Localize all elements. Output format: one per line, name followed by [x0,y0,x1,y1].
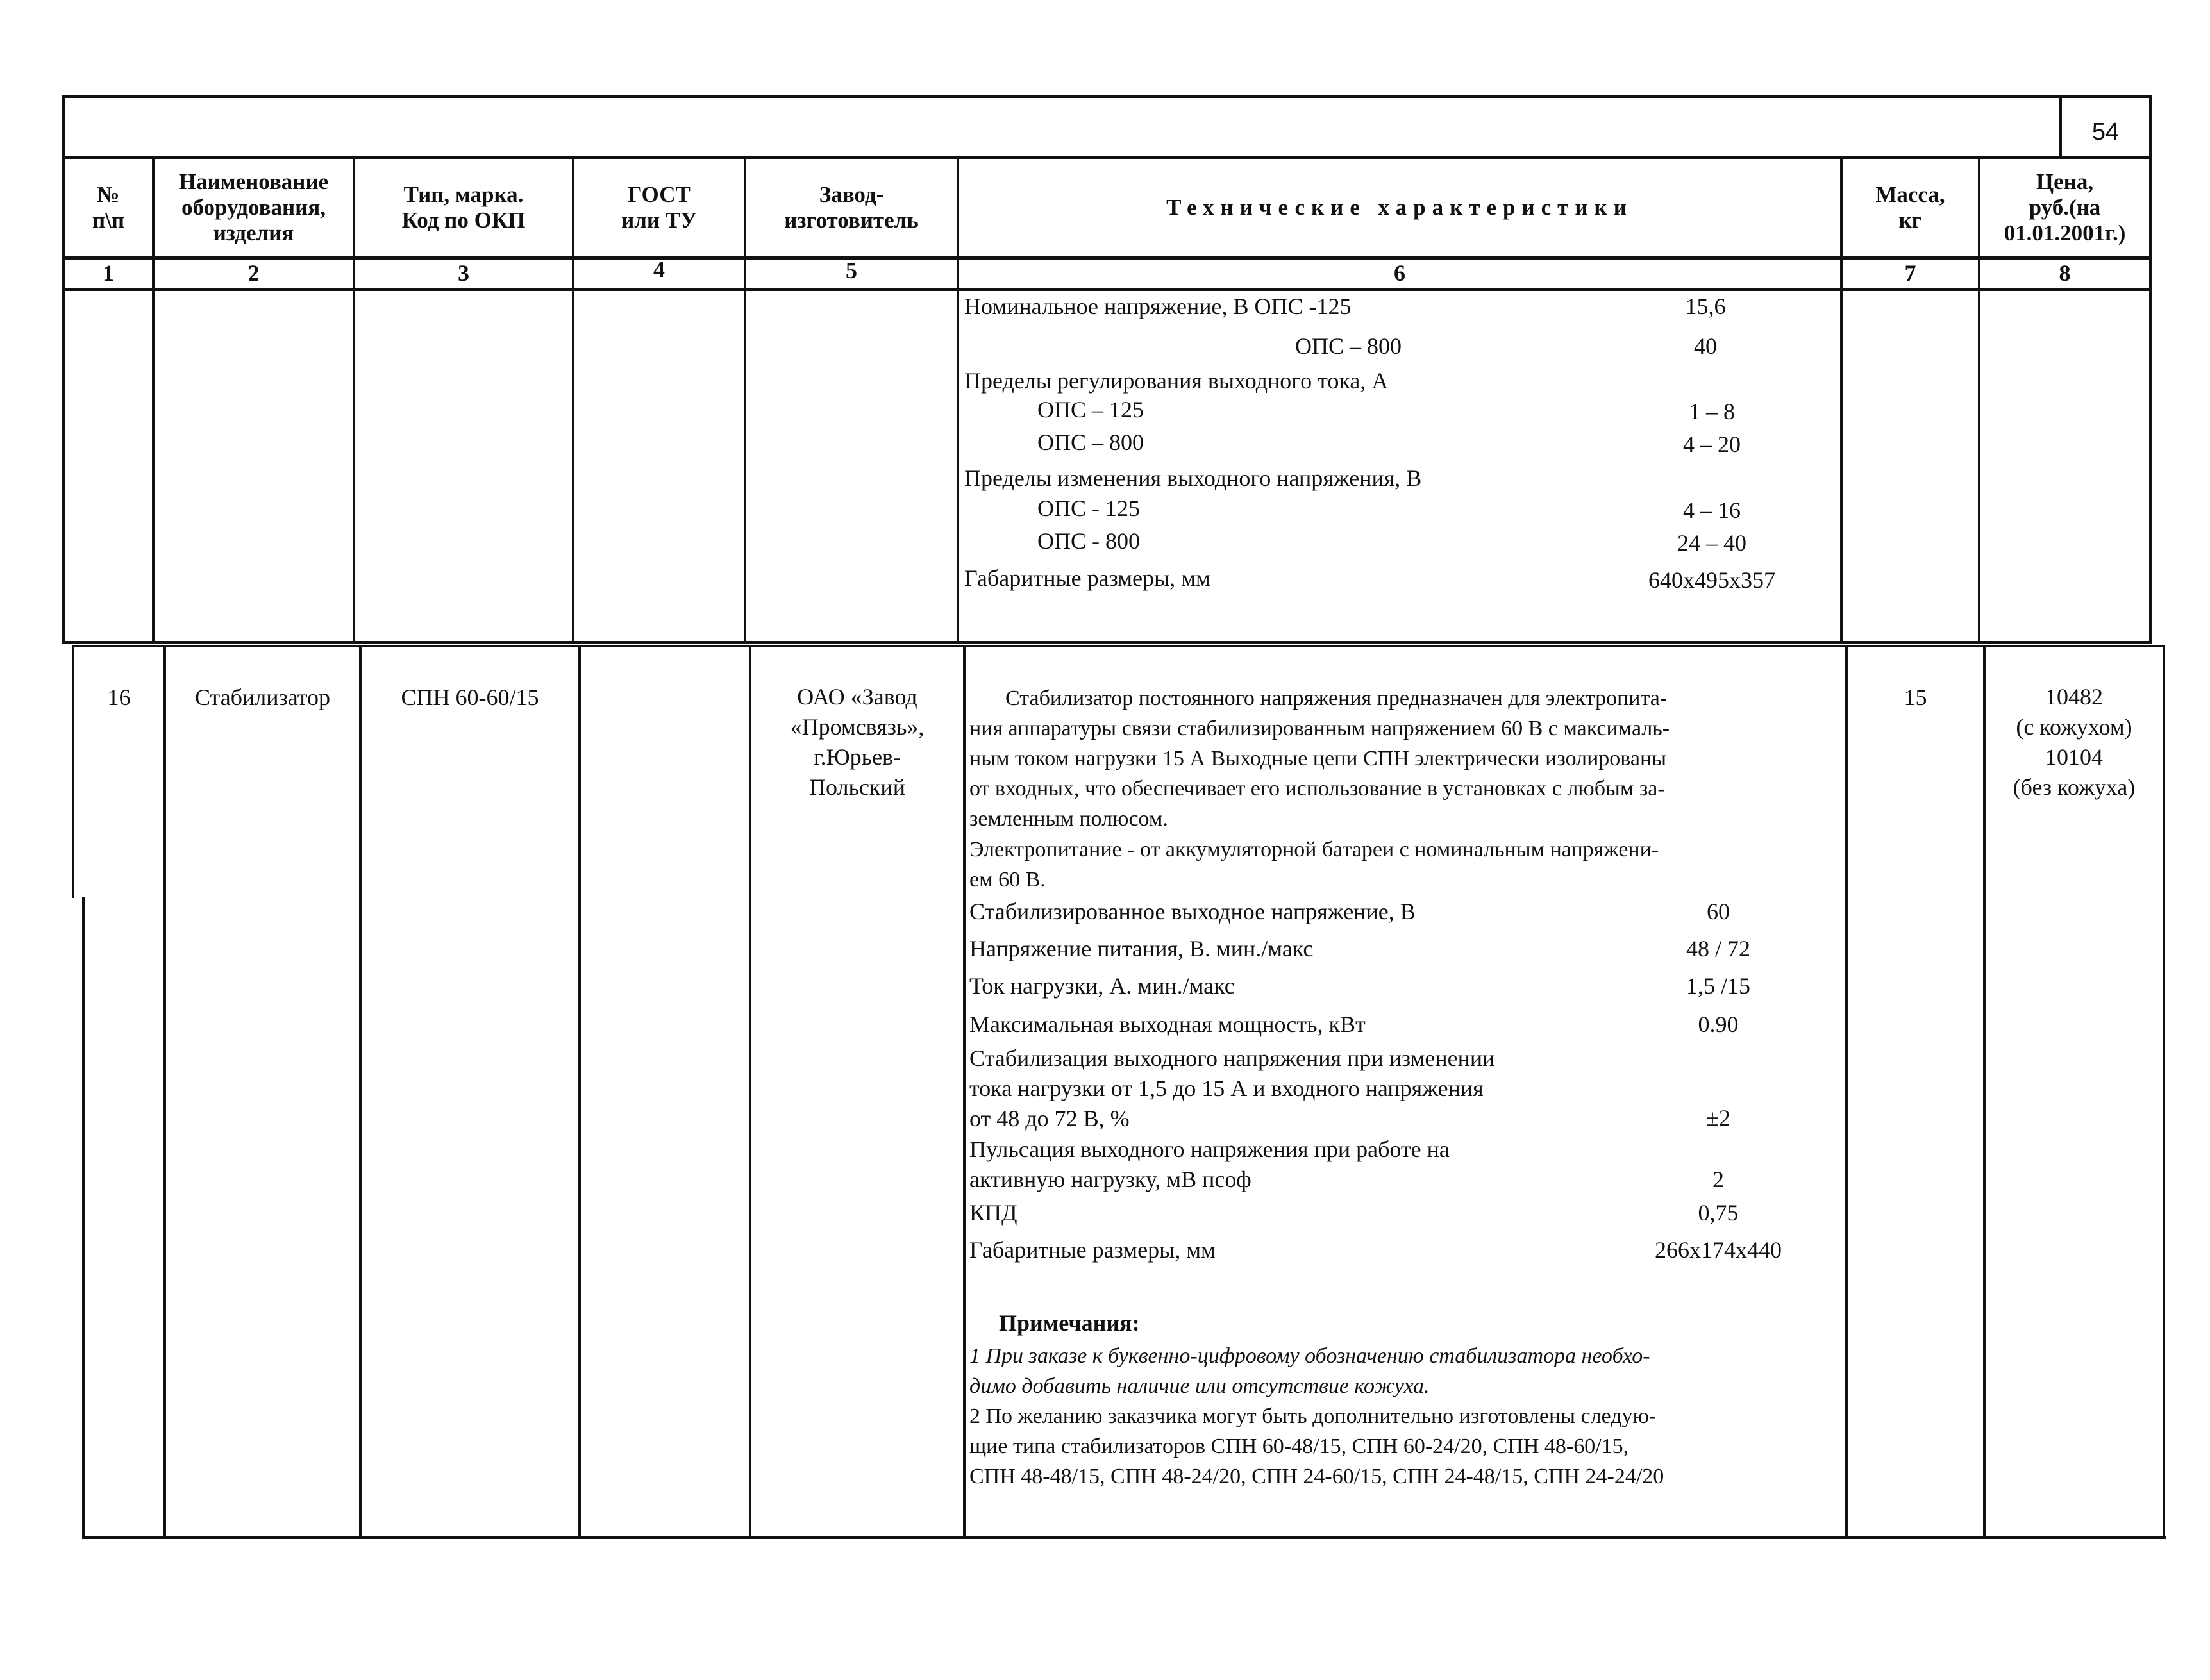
header-col-8-text: Цена, руб.(на 01.01.2001г.) [2004,169,2126,245]
col-number: 7 [1904,260,1916,286]
spec-label: Пределы регулирования выходного тока, А [964,368,1389,394]
header-col-7-text: Масса, кг [1875,182,1945,233]
item-mass: 15 [1904,685,1927,710]
spec-value: 640x495x357 [1648,567,1775,593]
header-col-4 [574,159,744,256]
spec-value: 0.90 [1698,1011,1739,1037]
table-top-border [62,95,2151,98]
col-number: 1 [103,260,114,286]
ripple-label: Пульсация выходного напряжения при работе на активную нагрузку, мВ псоф [969,1136,1450,1192]
header-col-2-text: Наименование оборудования, изделия [178,169,329,245]
spec-value: 15,6 [1685,294,1726,319]
row16-border-8 [2163,645,2165,1539]
dimensions-label: Габаритные размеры, мм [969,1237,1216,1263]
item-number: 16 [107,685,131,710]
header-col-5 [746,159,957,256]
stabilization-label: Стабилизация выходного напряжения при изменении тока нагрузки от 1,5 до 15 А и входного напряжения от 48 до 72 В, % [969,1045,1495,1131]
spec-label: Пределы изменения выходного напряжения, В [964,465,1422,491]
header-col-4-text: ГОСТ или ТУ [621,182,697,233]
header-col-8 [1980,159,2149,256]
table-bottom-border [82,1536,2166,1539]
stabilization-value: ±2 [1706,1105,1730,1131]
row16-border-1 [163,645,166,1539]
header-col-2 [155,159,353,256]
col-number: 4 [653,256,665,282]
spec-label: Стабилизированное выходное напряжение, В [969,899,1416,924]
spec-value: 4 – 16 [1683,497,1741,523]
note-1: 1 При заказе к буквенно-цифровому обозначению стабилизатора необхо- димо добавить наличие или отсутствие кожуха. [969,1344,1650,1398]
spec-value: 4 – 20 [1683,431,1741,457]
notes-title: Примечания: [999,1310,1140,1336]
note-2: 2 По желанию заказчика могут быть дополнительно изготовлены следую- щие типа стабилизаторов СПН 60-48/15, СПН 60-24/20, СПН 48-60/15, СПН 48-48/15, СПН 48-24/20, СПН 24-60/15, СПН 24-48/15, СПН 24-24/20 [969,1404,1664,1488]
spec-label: Максимальная выходная мощность, кВт [969,1011,1366,1037]
spec-label: Напряжение питания, В. мин./макс [969,936,1314,961]
page-number: 54 [2091,119,2120,146]
header-col-1 [65,159,152,256]
spec-value: 1,5 /15 [1686,973,1750,999]
spec-label: ОПС - 125 [1037,495,1140,521]
spec-value: 48 / 72 [1686,936,1750,961]
row16-border-2 [359,645,362,1539]
header-col-5-text: Завод- изготовитель [784,182,919,233]
ripple-value: 2 [1712,1167,1724,1192]
header-col-6-text: Технические характеристики [1166,195,1633,220]
dimensions-value: 266x174x440 [1655,1237,1782,1263]
colnum-bottom-line [62,288,2151,291]
row16-border-3 [578,645,581,1539]
item-description: Стабилизатор постоянного напряжения предназначен для электропита- ния аппаратуры связи стабилизированным напряжением 60 В с максималь- ным током нагрузки 15 А Выходные цепи СПН электрически изолированы от входных, что обеспечивает его использование в установках с любым за- земленным полюсом. [969,686,1670,831]
continuation-bottom-line [62,641,2151,644]
spec-value: 24 – 40 [1677,530,1746,556]
row16-border-6 [1845,645,1848,1539]
spec-label: Номинальное напряжение, В ОПС -125 [964,294,1352,319]
row16-border-0b [82,897,85,1538]
col-number: 6 [1394,260,1405,286]
header-col-7 [1843,159,1978,256]
item-price: 10482 (с кожухом) 10104 (без кожуха) [2013,684,2136,800]
item-power-supply: Электропитание - от аккумуляторной батареи с номинальным напряжени- ем 60 В. [969,838,1659,892]
spec-label: ОПС – 800 [1295,333,1402,359]
row16-border-5 [963,645,966,1539]
item-type: СПН 60-60/15 [401,685,539,710]
col-number: 8 [2059,260,2071,286]
header-col-3 [355,159,572,256]
col-border-8 [2149,95,2152,644]
row16-top-line [72,645,2165,647]
col-number: 5 [846,258,857,283]
efficiency-label: КПД [969,1200,1017,1226]
spec-value: 60 [1707,899,1730,924]
spec-label: Габаритные размеры, мм [964,565,1210,591]
header-col-3-text: Тип, марка. Код по ОКП [401,182,526,233]
header-col-1-text: № п\п [92,182,125,233]
header-col-6 [959,159,1840,256]
spec-label: ОПС – 800 [1037,429,1144,455]
item-name: Стабилизатор [194,685,331,710]
spec-value: 40 [1694,333,1717,359]
spec-label: ОПС – 125 [1037,397,1144,422]
spec-label: Ток нагрузки, А. мин./макс [969,973,1235,999]
col-number: 2 [247,260,260,286]
spec-label: ОПС - 800 [1037,528,1140,554]
efficiency-value: 0,75 [1698,1200,1739,1226]
item-manufacturer: ОАО «Завод «Промсвязь», г.Юрьев- Польский [790,684,925,800]
spec-value: 1 – 8 [1689,399,1735,424]
col-number: 3 [458,260,469,286]
